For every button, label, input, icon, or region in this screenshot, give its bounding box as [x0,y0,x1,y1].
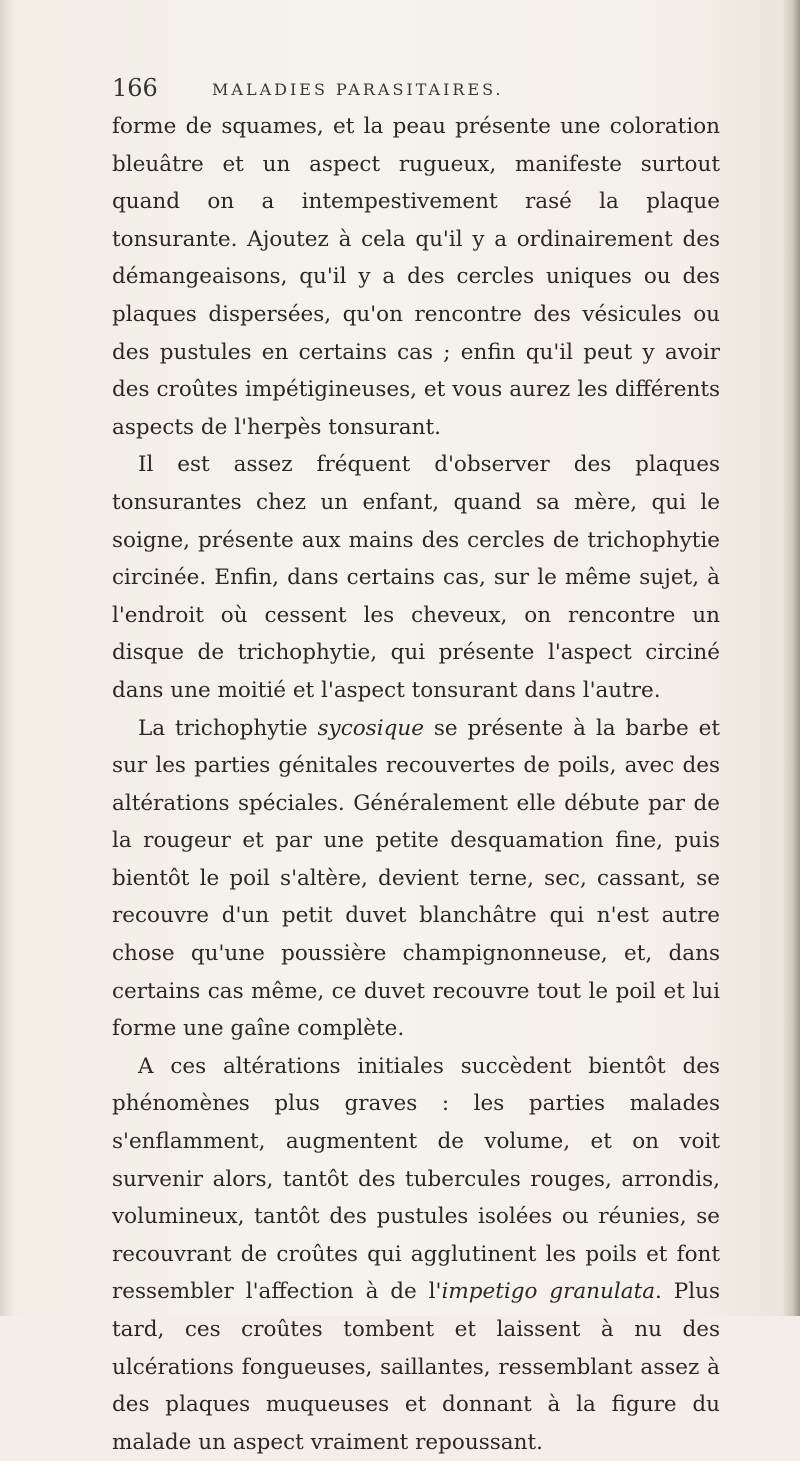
paragraph-3-text-start: La trichophytie [138,715,318,741]
page-number: 166 [112,74,158,102]
paragraph-1-text: forme de squames, et la peau présente une coloration bleuâtre et un aspect rugueux, manifeste surtout quand on a intempestivement rasé la plaque tonsurante. Ajoutez à cela qu'il y a ordinairement des démangeaisons, qu'il y a des cercles uniques ou des plaques dispersées, qu'on rencontre des vésicules ou des pustules en certains cas ; enfin qu'il peut y avoir des croûtes impétigineuses, et vous aurez les différents aspects de l'herpès tonsurant. [112,114,720,440]
body-text [112,108,720,1461]
paragraph-4-text-end: . Plus tard, ces croûtes tombent et laissent à nu des ulcérations fongueuses, saillantes, ressemblant assez à des plaques muqueuses et donnant à la figure du malade un aspect vraiment repoussant. [112,1279,720,1455]
paragraph-2 [112,446,720,709]
paragraph-3-emphasis: sycosique [317,715,424,741]
paragraph-4-emphasis: impetigo granulata [441,1279,656,1305]
page-header [112,74,712,104]
page-edge-shadow [782,0,800,1316]
paragraph-2-text: Il est assez fréquent d'observer des plaques tonsurantes chez un enfant, quand sa mère, qui le soigne, présente aux mains des cercles de trichophytie circinée. Enfin, dans certains cas, sur le même sujet, à l'endroit où cessent les cheveux, on rencontre un disque de trichophytie, qui présente l'aspect circiné dans une moitié et l'aspect tonsurant dans l'autre. [112,452,720,703]
paragraph-1 [112,108,720,446]
paragraph-4 [112,1048,720,1461]
paragraph-3-text-end: se présente à la barbe et sur les parties génitales recouvertes de poils, avec des altérations spéciales. Généralement elle débute par de la rougeur et par une petite desquamation fine, puis bientôt le poil s'altère, devient terne, sec, cassant, se recouvre d'un petit duvet blanchâtre qui n'est autre chose qu'une poussière champignonneuse, et, dans certains cas même, ce duvet recouvre tout le poil et lui forme une gaîne complète. [112,715,721,1042]
page-gutter-shadow [0,0,14,1316]
paragraph-4-text-start: A ces altérations initiales succèdent bientôt des phénomènes plus graves : les parties malades s'enflamment, augmentent de volume, et on voit survenir alors, tantôt des tubercules rouges, arrondis, volumineux, tantôt des pustules isolées ou réunies, se recouvrant de croûtes qui agglutinent les poils et font ressembler l'affection à de l' [112,1053,720,1305]
running-title: MALADIES PARASITAIRES. [212,80,504,99]
paragraph-3 [112,710,720,1048]
